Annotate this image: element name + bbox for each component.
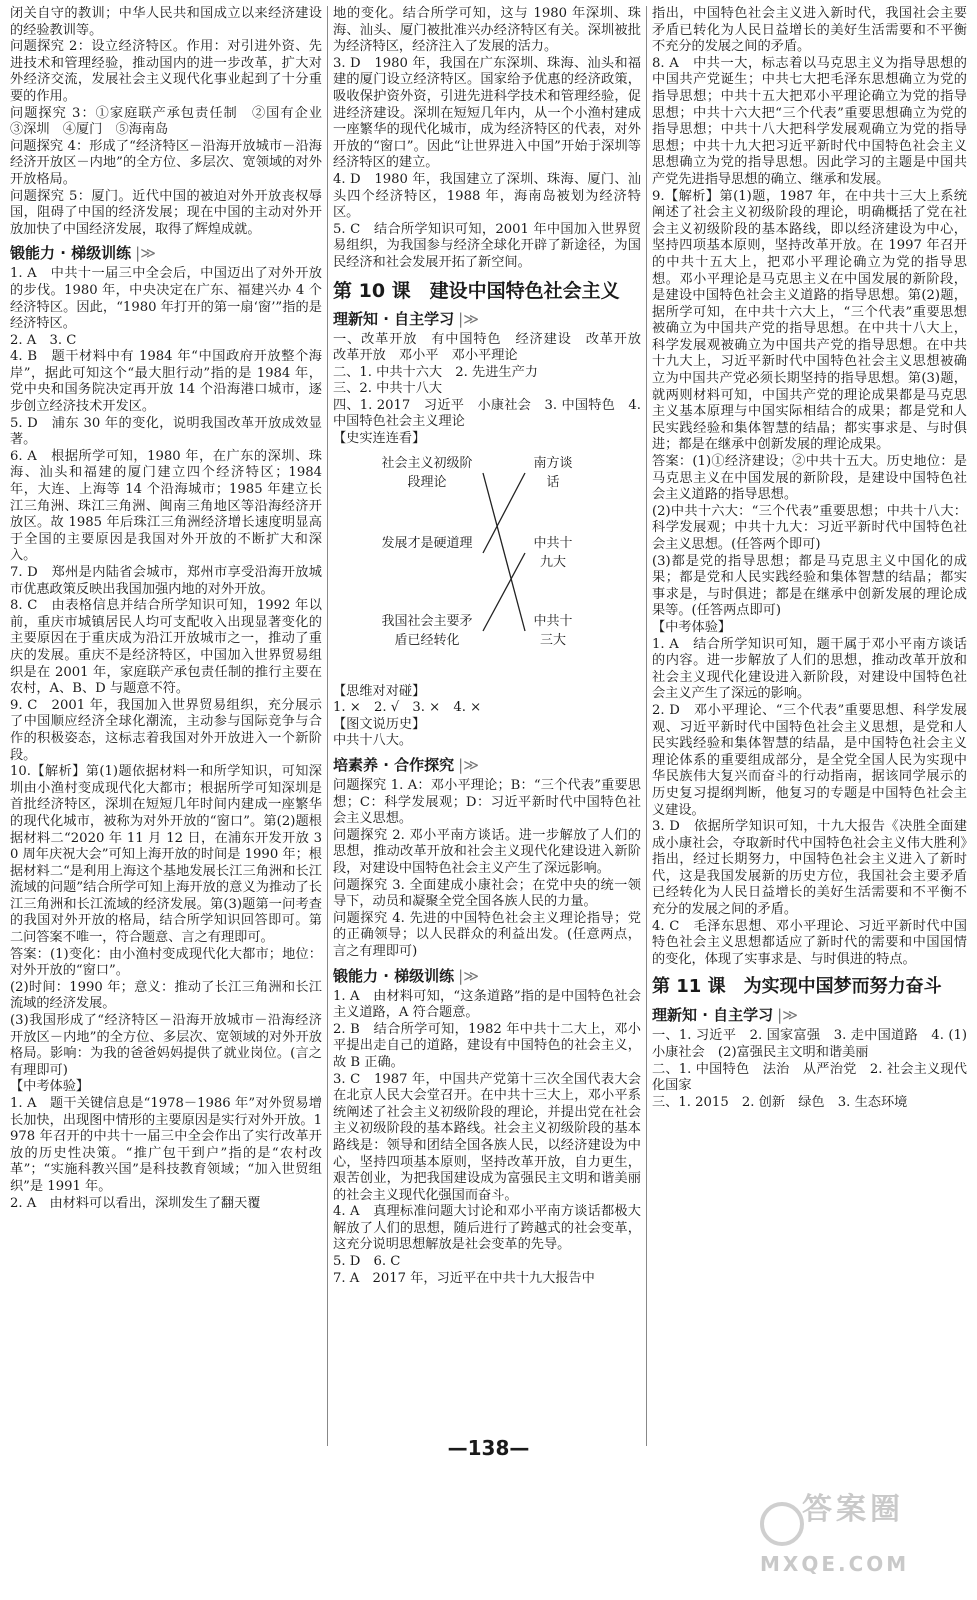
diagram-node-right: 中共十九大 — [533, 535, 573, 570]
answer-paragraph: (3)我国形成了“经济特区－沿海开放城市－沿海经济开放区－内地”的全方位、多层次、宽领域的对外开放格局。影响：为我的爸爸妈妈提供了就业岗位。(言之有理即可) — [10, 1013, 322, 1078]
answer-paragraph: 【中考体验】 — [652, 619, 732, 635]
answer-paragraph: 5. C 结合所学知识可知，2001 年中国加入世界贸易组织，为我国参与经济全球化开辟了新途径，为国民经济和社会发展开拓了新空间。 — [333, 221, 641, 270]
section-heading: 理新知 · 自主学习 |≫ — [333, 309, 479, 328]
answer-paragraph: 指出，中国特色社会主义进入新时代，我国社会主要矛盾已转化为人民日益增长的美好生活需要和不平衡不充分的发展之间的矛盾。 — [652, 6, 967, 55]
answer-paragraph: 问题探究 1. A：邓小平理论；B：“三个代表”重要思想；C：科学发展观；D：习近平新时代中国特色社会主义思想。 — [333, 778, 641, 827]
section-arrow-icon: |≫ — [458, 756, 479, 775]
answer-paragraph: 8. C 由表格信息并结合所学知识可知，1992 年以前，重庆市城镇居民人均可支配收入出现显著变化的主要原因在于重庆成为沿江开放城市之一，推动了重庆的发展。重庆不是经济特区，中国加入世界贸易组织是在 2001 年，家庭联产承包责任制的推行主要在农村，A、B、D 与题意不符。 — [10, 598, 322, 697]
match-line — [483, 473, 525, 631]
answer-paragraph: 4. A 真理标准问题大讨论和邓小平南方谈话都极大解放了人们的思想，随后进行了跨越式的社会变革，这充分说明思想解放是社会变革的先导。 — [333, 1204, 641, 1253]
column-right — [652, 6, 967, 1460]
answer-paragraph: 9. C 2001 年，我国加入世界贸易组织，充分展示了中国顺应经济全球化潮流，主动参与国际竞争与合作的积极姿态，这标志着我国对外开放进入一个新阶段。 — [10, 697, 322, 763]
matching-diagram — [333, 450, 641, 682]
answer-paragraph: 答案：(1)①经济建设；②中共十五大。历史地位：是马克思主义在中国发展的新阶段，是建设中国特色社会主义道路的指导思想。 — [652, 454, 967, 503]
answer-paragraph: 1. A 中共十一届三中全会后，中国迈出了对外开放的步伐。1980 年，中央决定在广东、福建兴办 4 个经济特区。因此，“1980 年打开的第一扇‘窗’”指的是经济特区。 — [10, 266, 322, 332]
answer-paragraph: 4. C 毛泽东思想、邓小平理论、习近平新时代中国特色社会主义思想都适应了新时代的需要和中国国情的变化，体现了实事求是、与时俱进的特点。 — [652, 918, 967, 967]
diagram-node-right: 中共十三大 — [533, 613, 573, 648]
answer-paragraph: 【史实连连看】 — [333, 431, 426, 447]
answer-paragraph: 三、2. 中共十八大 — [333, 381, 443, 397]
section-heading: 锻能力 · 梯级训练 |≫ — [10, 244, 156, 263]
answer-paragraph: 10.【解析】第(1)题依据材料一和所学知识，可知深圳由小渔村变成现代化大都市；根据所学可知深圳是首批经济特区，深圳在短短几年时间内建成一座繁华的现代化城市，被称为对外开放的“窗口”。第(2)题根据材料二“2020 年 11 月 12 日，在浦东开发开放 30 周年庆祝大会”可知上海开放的时间是 1990 年；根据材料二“是利用上海这个基地发展长江三角洲和长江流域的问题”结合所学可知上海开放的意义为推动了长江三角洲和长江流域的经济发展。第(3)题第一问考查的我国对外开放的格局，结合所学知识回答即可。第二问答案不唯一，符合题意、言之有理即可。 — [10, 764, 322, 946]
answer-paragraph: 1. × 2. √ 3. × 4. × — [333, 700, 482, 716]
answer-paragraph: (3)都是党的指导思想；都是马克思主义中国化的成果；都是党和人民实践经验和集体智慧的结晶；都实事求是，与时俱进；都是在继承中创新发展的理论成果等。(任答两点即可) — [652, 553, 967, 619]
watermark-logo — [752, 1492, 962, 1594]
answer-paragraph: 7. D 郑州是内陆省会城市，郑州市享受沿海开放城市优惠政策反映出我国加强内地的对外开放。 — [10, 565, 322, 597]
answer-paragraph: 1. A 题干关键信息是“1978－1986 年”对外贸易增长加快，出现图中情形的主要原因是实行对外开放。1978 年召开的中共十一届三中全会作出了实行改革开放的历史性决策。“推广包干到户”指的是“农村改革”；“实施科教兴国”是科技教育领域；“加入世贸组织”是 1991 年。 — [10, 1096, 322, 1194]
answer-paragraph: (2)中共十六大：“三个代表”重要思想；中共十八大：科学发展观；中共十九大：习近平新时代中国特色社会主义思想。(任答两个即可) — [652, 503, 967, 552]
answer-paragraph: 三、1. 2015 2. 创新 绿色 3. 生态环境 — [652, 1094, 908, 1110]
answer-paragraph: 5. D 6. C — [333, 1254, 401, 1270]
diagram-node-left: 社会主义初级阶段理论 — [381, 455, 473, 490]
answer-paragraph: 3. C 1987 年，中国共产党第十三次全国代表大会在北京人民大会堂召开。在中共十三大上，邓小平系统阐述了社会主义初级阶段的理论，并提出党在社会主义初级阶段的基本路线。社会主义初级阶段的基本路线是：领导和团结全国各族人民，以经济建设为中心，坚持四项基本原则，坚持改革开放，自力更生，艰苦创业，为把我国建设成为富强民主文明和谐美丽的社会主义现代化强国而奋斗。 — [333, 1071, 641, 1203]
section-heading: 锻能力 · 梯级训练 |≫ — [333, 966, 479, 985]
page-number: —138— — [447, 1436, 530, 1460]
answer-paragraph: 2. A 由材料可以看出，深圳发生了翻天覆 — [10, 1195, 261, 1211]
answer-paragraph: 问题探究 2. 邓小平南方谈话。进一步解放了人们的思想，推动改革开放和社会主义现代化建设进入新阶段，对建设中国特色社会主义产生了深远影响。 — [333, 827, 641, 876]
diagram-node-right: 南方谈话 — [533, 455, 573, 490]
answer-paragraph: 二、1. 中共十六大 2. 先进生产力 — [333, 364, 538, 380]
answer-paragraph: 8. A 中共一大，标志着以马克思主义为指导思想的中国共产党诞生；中共七大把毛泽东思想确立为党的指导思想；中共十五大把邓小平理论确立为党的指导思想；中共十六大把“三个代表”重要思想确立为党的指导思想；中共十八大把科学发展观确立为党的指导思想；中共十九大把习近平新时代中国特色社会主义思想确立为党的指导思想。因此学习的主题是中国共产党先进指导思想的确立、继承和发展。 — [652, 55, 967, 187]
answer-paragraph: 问题探究 2：设立经济特区。作用：对引进外资、先进技术和管理经验，推动国内的进一步改革，扩大对外经济交流，发展社会主义现代化事业起到了十分重要的作用。 — [10, 39, 322, 104]
answer-paragraph: 二、1. 中国特色 法治 从严治党 2. 社会主义现代化国家 — [652, 1061, 967, 1094]
match-line — [483, 473, 525, 553]
section-heading: 理新知 · 自主学习 |≫ — [652, 1006, 798, 1025]
column-divider — [327, 6, 328, 1446]
answer-paragraph: 2. D 邓小平理论、“三个代表”重要思想、科学发展观、习近平新时代中国特色社会主义思想，是党和人民实践经验和集体智慧的结晶，是中国特色社会主义理论体系的重要组成部分，是全党全国人民为实现中华民族伟大复兴而奋斗的行动指南，据该同学展示的历史复习提纲判断，他复习的专题是中国特色社会主义建设。 — [652, 702, 967, 818]
answer-paragraph: 5. D 浦东 30 年的变化，说明我国改革开放成效显著。 — [10, 415, 322, 448]
watermark-badge-icon — [760, 1502, 804, 1546]
lesson-title: 第 11 课 为实现中国梦而努力奋斗 — [652, 976, 942, 998]
column-middle — [333, 6, 655, 1460]
section-arrow-icon: |≫ — [458, 966, 479, 985]
answer-paragraph: 9.【解析】第(1)题，1987 年，在中共十三大上系统阐述了社会主义初级阶段的理论，明确概括了党在社会主义初级阶段的基本路线，即以经济建设为中心，坚持四项基本原则，坚持改革开放。在 1997 年召开的中共十五大上，把邓小平理论确立为党的指导思想。邓小平理论是马克思主义在中国发展的新阶段，是建设中国特色社会主义道路的指导思想。第(2)题，据所学可知，在中共十六大上，“三个代表”重要思想被确立为中国共产党的指导思想。在中共十八大上，科学发展观被确立为中国共产党的指导思想。在中共十九大上，习近平新时代中国特色社会主义思想被确立为中国共产党必须长期坚持的指导思想。第(3)题，就两则材料可知，中国共产党的理论成果都是马克思主义基本原理与中国实际相结合的成果；都是党和人民实践经验和集体智慧的结晶；都实事求是、与时俱进；都是在继承中创新发展的理论成果。 — [652, 188, 967, 453]
answer-paragraph: 【图文说历史】 — [333, 716, 426, 732]
answer-paragraph: 一、1. 习近平 2. 国家富强 3. 走中国道路 4. (1)小康社会 (2)富强民主文明和谐美丽 — [652, 1028, 967, 1061]
answer-paragraph: (2)时间：1990 年；意义：推动了长江三角洲和长江流域的经济发展。 — [10, 979, 322, 1012]
answer-paragraph: 四、1. 2017 习近平 小康社会 3. 中国特色 4. 中国特色社会主义理论 — [333, 397, 641, 430]
answer-paragraph: 一、改革开放 有中国特色 经济建设 改革开放 改革开放 邓小平 邓小平理论 — [333, 331, 655, 364]
answer-paragraph: 3. D 依据所学知识可知，十九大报告《决胜全面建成小康社会，夺取新时代中国特色社会主义伟大胜利》指出，经过长期努力，中国特色社会主义进入了新时代，这是我国发展新的历史方位，我国社会主要矛盾已经转化为人民日益增长的美好生活需要和不平衡不充分的发展之间的矛盾。 — [652, 819, 967, 918]
answer-paragraph: 1. A 结合所学知识可知，题干属于邓小平南方谈话的内容。进一步解放了人们的思想，推动改革开放和社会主义现代化建设进入新阶段，对建设中国特色社会主义产生了深远的影响。 — [652, 636, 967, 702]
answer-paragraph: 中共十八大。 — [333, 733, 413, 749]
diagram-node-left: 发展才是硬道理 — [381, 535, 473, 551]
answer-paragraph: 7. A 2017 年，习近平在中共十九大报告中 — [333, 1270, 595, 1286]
section-arrow-icon: |≫ — [135, 244, 156, 263]
answer-paragraph: 问题探究 5：厦门。近代中国的被迫对外开放丧权辱国，阻碍了中国的经济发展；现在中国的主动对外开放加快了中国经济发展，取得了辉煌成就。 — [10, 188, 322, 237]
answer-paragraph: 问题探究 4：形成了“经济特区－沿海开放城市－沿海经济开放区－内地”的全方位、多层次、宽领域的对外开放格局。 — [10, 138, 322, 187]
answer-paragraph: 2. A 3. C — [10, 332, 77, 348]
watermark-url: MXQE.COM — [760, 1552, 910, 1576]
answer-paragraph: 4. B 题干材料中有 1984 年“中国政府开放整个海岸”，据此可知这个“最大胆行动”指的是 1984 年，党中央和国务院决定再开放 14 个沿海港口城市，逐步创立经济技术开发区。 — [10, 349, 322, 415]
answer-paragraph: 6. A 根据所学可知，1980 年，在广东的深圳、珠海、汕头和福建的厦门建立四个经济特区；1984 年，大连、上海等 14 个沿海城市；1985 年建立长江三角洲、珠江三角洲、闽南三角地区等沿海经济开放区。故 1985 年后珠江三角洲经济增长速度明显高于全国的主要原因是我国对外开放的不断扩大和深入。 — [10, 448, 322, 564]
answer-paragraph: 1. A 由材料可知，“这条道路”指的是中国特色社会主义道路，A 符合题意。 — [333, 988, 641, 1021]
section-arrow-icon: |≫ — [777, 1006, 798, 1025]
lesson-title: 第 10 课 建设中国特色社会主义 — [333, 279, 620, 302]
answer-paragraph: 4. D 1980 年，我国建立了深圳、珠海、厦门、汕头四个经济特区，1988 年，海南岛被划为经济特区。 — [333, 171, 641, 221]
answer-paragraph: 问题探究 3. 全面建成小康社会；在党中央的统一领导下，动员和凝聚全党全国各族人民的力量。 — [333, 877, 641, 910]
watermark-title: 答案圈 — [802, 1492, 904, 1527]
section-heading: 培素养 · 合作探究 |≫ — [333, 756, 479, 775]
answer-paragraph: 地的变化。结合所学可知，这与 1980 年深圳、珠海、汕头、厦门被批准兴办经济特区有关。深圳被批为经济特区，经济注入了发展的活力。 — [333, 6, 641, 55]
answer-paragraph: 问题探究 3：①家庭联产承包责任制 ②国有企业 ③深圳 ④厦门 ⑤海南岛 — [10, 105, 336, 138]
column-divider — [646, 6, 647, 1446]
answer-paragraph: 问题探究 4. 先进的中国特色社会主义理论指导；党的正确领导；以人民群众的利益出发。(任意两点，言之有理即可) — [333, 910, 641, 959]
answer-paragraph: 3. D 1980 年，我国在广东深圳、珠海、汕头和福建的厦门设立经济特区。国家给予优惠的经济政策，吸收保护资外资，引进先进科学技术和管理经验，促进经济建设。深圳在短短几年内，从一个小渔村建成一座繁华的现代化城市，成为经济特区的代表，对外开放的“窗口”。因此“让世界进入中国”开始于深圳等经济特区的建立。 — [333, 55, 641, 171]
section-arrow-icon: |≫ — [458, 309, 479, 328]
answer-paragraph: 【中考体验】 — [10, 1079, 90, 1095]
answer-paragraph: 2. B 结合所学可知，1982 年中共十二大上，邓小平提出走自己的道路，建设有中国特色的社会主义，故 B 正确。 — [333, 1021, 641, 1070]
answer-paragraph: 答案：(1)变化：由小渔村变成现代化大都市；地位：对外开放的“窗口”。 — [10, 946, 322, 979]
answer-paragraph: 【思维对对碰】 — [333, 683, 426, 699]
diagram-node-left: 我国社会主要矛盾已经转化 — [381, 613, 473, 648]
answer-paragraph: 闭关自守的教训；中华人民共和国成立以来经济建设的经验教训等。 — [10, 6, 322, 38]
column-left — [10, 6, 336, 1460]
match-line — [483, 553, 525, 631]
